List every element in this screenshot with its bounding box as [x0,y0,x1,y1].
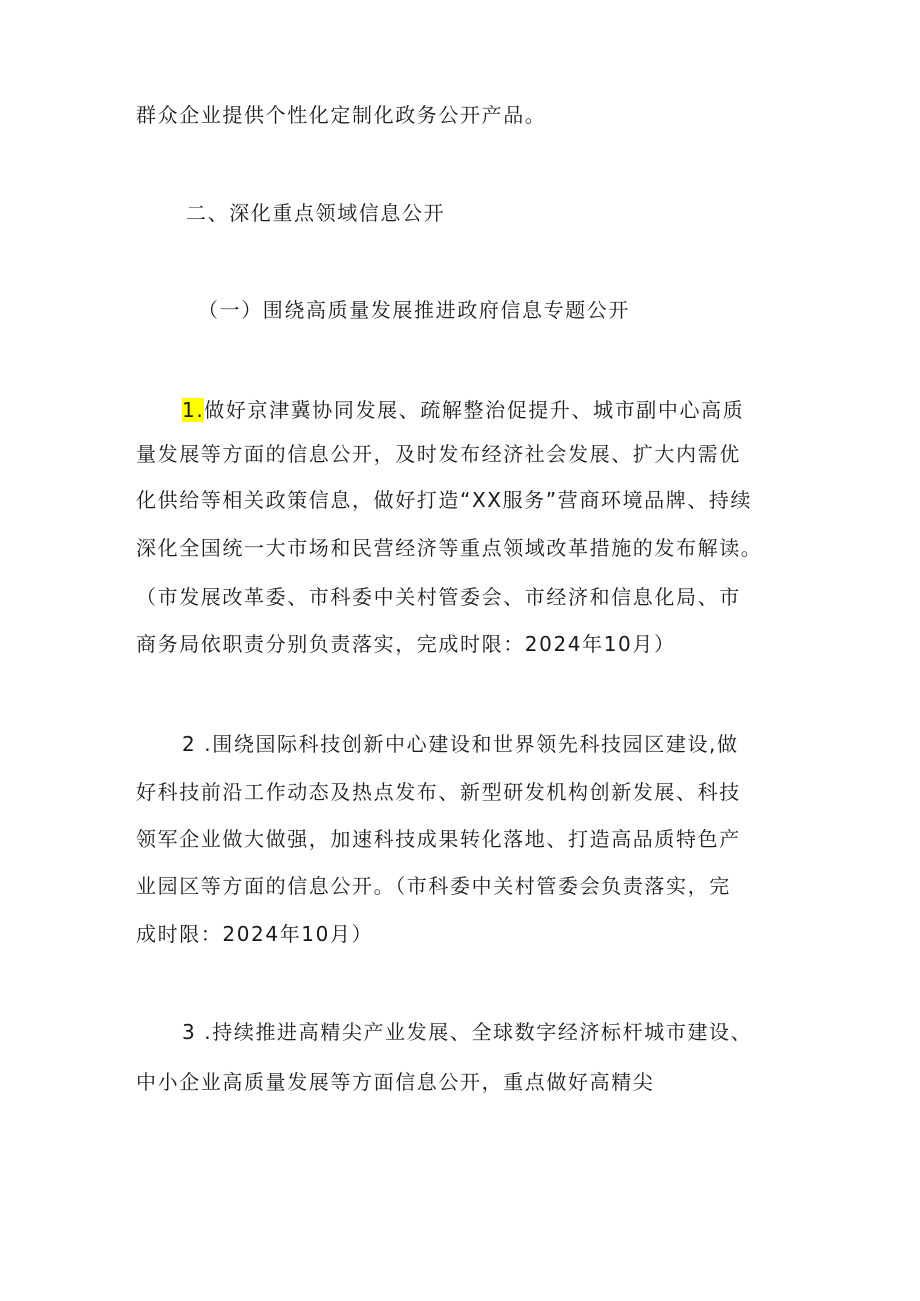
item-2-line: 好科技前沿工作动态及热点发布、新型研发机构创新发展、科技 [136,780,741,804]
item-1-line: 量发展等方面的信息公开，及时发布经济社会发展、扩大内需优 [136,442,741,466]
item-2-line: 2 .围绕国际科技创新中心建设和世界领先科技园区建设,做 [182,732,739,756]
item-2-line: 领军企业做大做强，加速科技成果转化落地、打造高品质特色产 [136,827,741,851]
subsection-heading: （一）围绕高质量发展推进政府信息专题公开 [198,298,630,322]
item-1-line [182,398,744,422]
item-2-line: 业园区等方面的信息公开。（市科委中关村管委会负责落实，完 [136,874,731,898]
item-1-line: 深化全国统一大市场和民营经济等重点领域改革措施的发布解读。 [136,536,763,560]
item-1-line: 商务局依职责分别负责落实，完成时限：2024年10月） [136,632,676,656]
section-heading: 二、深化重点领域信息公开 [186,201,446,225]
item-1-text: 做好京津冀协同发展、疏解整治促提升、城市副中心高质 [204,398,745,422]
item-3-line: 中小企业高质量发展等方面信息公开，重点做好高精尖 [136,1070,655,1094]
item-2-line: 成时限：2024年10月） [136,922,374,946]
item-3-line: 3 .持续推进高精尖产业发展、全球数字经济标杆城市建设、 [182,1020,753,1044]
item-1-line: （市发展改革委、市科委中关村管委会、市经济和信息化局、市 [136,585,741,609]
paragraph-line: 群众企业提供个性化定制化政务公开产品。 [136,103,547,127]
item-1-line: 化供给等相关政策信息，做好打造“XX服务”营商环境品牌、持续 [136,488,753,512]
highlighted-item-number: 1. [182,398,205,422]
